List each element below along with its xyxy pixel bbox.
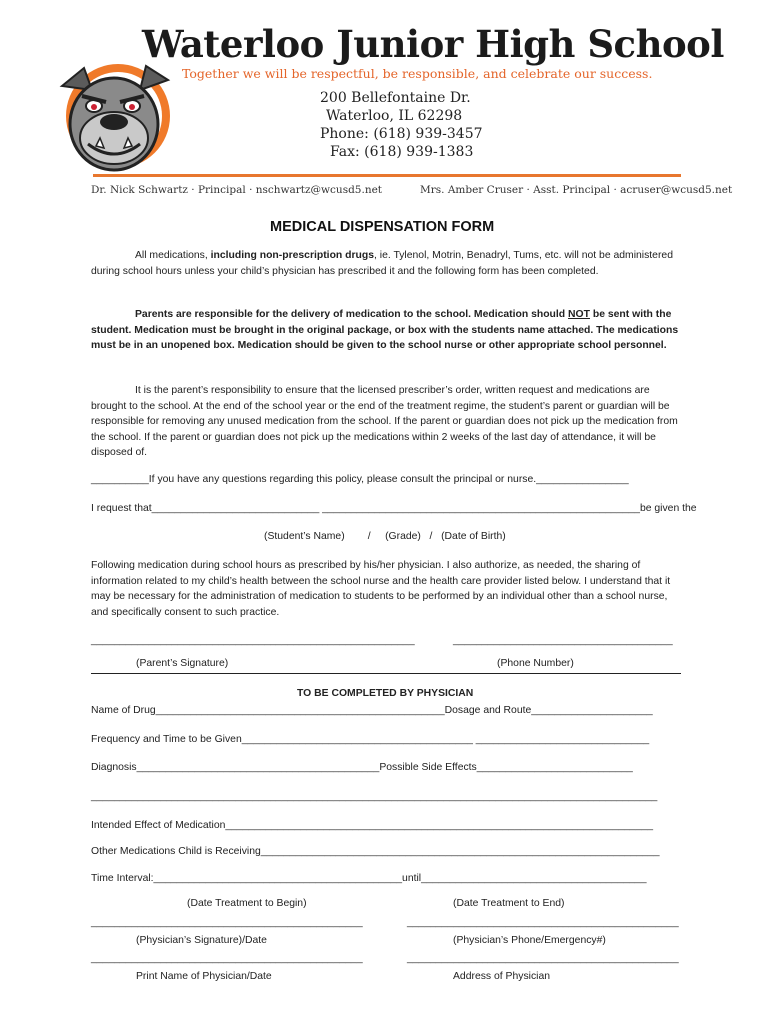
school-fax: Fax: (618) 939-1383: [330, 144, 474, 160]
school-phone: Phone: (618) 939-3457: [320, 126, 483, 142]
school-name: Waterloo Junior High School: [142, 22, 724, 66]
header-divider: [93, 174, 681, 177]
diagnosis-field[interactable]: Diagnosis__________________________________________Possible Side Effects___________________________: [91, 762, 633, 773]
physician-phone-label: (Physician’s Phone/Emergency#): [453, 935, 606, 946]
paragraph-2: Parents are responsible for the delivery of medication to the school. Medication should NOT be sent with the student. Medication must be brought in the original package, or box with the students name attached. The medications must be in an unopened box. Medication should be given to the school nurse or other appropriate school personnel.: [91, 309, 679, 352]
student-info-labels: (Student’s Name) / (Grade) / (Date of Birth): [264, 531, 506, 542]
form-title: MEDICAL DISPENSATION FORM: [270, 219, 495, 235]
physician-signature-label: (Physician’s Signature)/Date: [136, 935, 267, 946]
paragraph-1: All medications, including non-prescription drugs, ie. Tylenol, Motrin, Benadryl, Tums, etc. will not be administered during school hours unless your child’s physician has prescribed it and the following form has been completed.: [91, 250, 673, 277]
request-field[interactable]: I request that_____________________________ _______________________________________________________be given the: [91, 503, 697, 514]
paragraph-4: Following medication during school hours as prescribed by his/her physician. I also authorize, as needed, the sharing of information related to my child’s health between the school nurse and the health care provider listed below. I understand that it may be necessary for the administration of medication to students to be performed by an individual other than a school nurse, and specifically consent to such practice.: [91, 560, 671, 618]
other-medications-field[interactable]: Other Medications Child is Receiving_____________________________________________________________________: [91, 846, 660, 857]
physician-address-field[interactable]: _______________________________________________: [407, 953, 679, 964]
physician-section-heading: TO BE COMPLETED BY PHYSICIAN: [297, 688, 474, 699]
date-begin-label: (Date Treatment to Begin): [187, 898, 307, 909]
address-line-1: 200 Bellefontaine Dr.: [320, 90, 471, 106]
paragraph-3: It is the parent’s responsibility to ensure that the licensed prescriber’s order, written request and medications are brought to the school. At the end of the school year or the end of the treatment regime, the student’s parent or guardian will be responsible for removing any unused medication from the school. If the parent or guardian does not pick up the medication from the school. If the parent or guardian does not pick up the medications within 2 weeks of the last day of attendance, it will be disposed of.: [91, 385, 678, 459]
phone-number-field[interactable]: ______________________________________: [453, 635, 673, 646]
section-divider: [91, 673, 681, 674]
physician-signature-field[interactable]: _______________________________________________: [91, 917, 363, 928]
parent-signature-label: (Parent’s Signature): [136, 658, 229, 669]
questions-line: __________If you have any questions regarding this policy, please consult the principal or nurse.________________: [91, 474, 629, 485]
blank-field[interactable]: __________________________________________________________________________________________________: [91, 791, 658, 802]
physician-address-label: Address of Physician: [453, 971, 551, 982]
asst-principal-info: Mrs. Amber Cruser · Asst. Principal · acruser@wcusd5.net: [420, 184, 733, 196]
drug-dosage-field[interactable]: Name of Drug__________________________________________________Dosage and Route_____________________: [91, 705, 653, 716]
physician-print-name-field[interactable]: _______________________________________________: [91, 953, 363, 964]
principal-info: Dr. Nick Schwartz · Principal · nschwartz@wcusd5.net: [91, 184, 383, 196]
school-motto: Together we will be respectful, be responsible, and celebrate our success.: [182, 66, 653, 81]
frequency-field[interactable]: Frequency and Time to be Given________________________________________ ______________________________: [91, 734, 650, 745]
phone-number-label: (Phone Number): [497, 658, 574, 669]
parent-signature-field[interactable]: ________________________________________________________: [91, 635, 415, 646]
address-line-2: Waterloo, IL 62298: [326, 108, 463, 124]
print-name-label: Print Name of Physician/Date: [136, 971, 272, 982]
physician-phone-field[interactable]: _______________________________________________: [407, 917, 679, 928]
intended-effect-field[interactable]: Intended Effect of Medication__________________________________________________________________________: [91, 820, 654, 831]
date-end-label: (Date Treatment to End): [453, 898, 565, 909]
time-interval-field[interactable]: Time Interval:___________________________________________until_______________________________________: [91, 873, 647, 884]
